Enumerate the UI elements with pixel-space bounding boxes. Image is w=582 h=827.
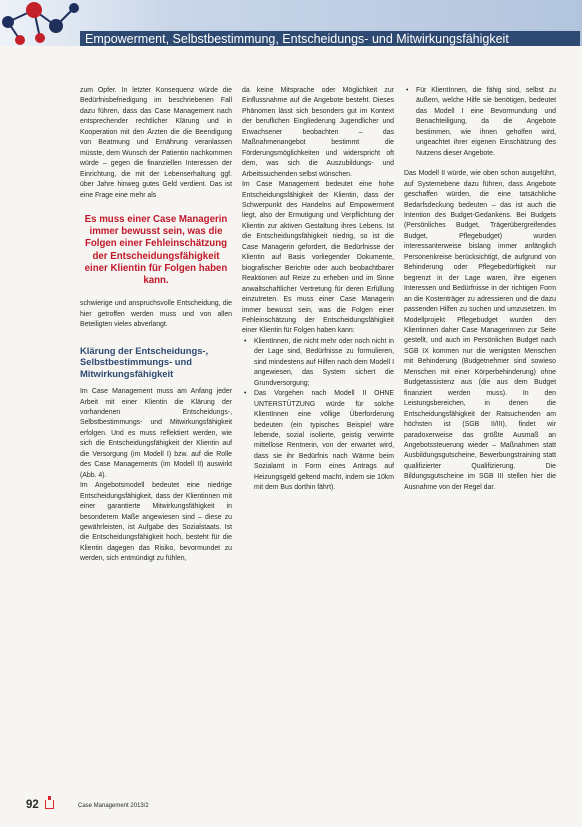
text-column-2 xyxy=(242,86,394,494)
section-heading: Klärung der Entscheidungs-, Selbstbestimmungs- und Mitwirkungsfähigkeit xyxy=(80,344,209,379)
paragraph: Im Case Management bedeutet eine hohe Entscheidungsfähigkeit der Klientin, dass der Schwerpunkt des Handelns auf Empowerment liegt, also der Ermutigung und Verpflichtung der Klientin zur aktiven Gestaltung ihres Lebens. Ist die Entscheidungsfähigkeit niedrig, so ist die Case Managerin gefordert, die Bedürfnisse der Klientin auf Basis vorliegender Dokumente, biografischer Berichte oder auch beobachtbarer Reaktionen auf Reize zu erheben und im Sinne anwaltschaftlicher Vertretung für deren Erfüllung einzutreten. Es muss einer Case Managerin immer bewusst sein, was die Folgen einer Fehleinschätzung der Entscheidungsfähigkeit einer Klientin für Folgen haben kann: xyxy=(242,181,394,335)
text-column-3 xyxy=(404,86,556,493)
list-item: • Für KlientInnen, die fähig sind, selbst zu äußern, welche Hilfe sie benötigen, bedeutet das Modell I eine Bevormundung und Benachteiligung, da die Angebote bestimmen, wie ihnen geholfen wird, ungeachtet ihrer eigenen Einschätzung des Nutzens dieser Angebote. xyxy=(416,86,556,159)
journal-name: Case Management 2013/2 xyxy=(78,803,149,809)
list-item: • KlientInnen, die nicht mehr oder noch nicht in der Lage sind, Bedürfnisse zu formulieren, sind mindestens auf Hilfen nach dem Modell I angewiesen, das System sichert die Grundversorgung; xyxy=(254,337,394,389)
text-column-1 xyxy=(80,86,232,565)
bullet-list xyxy=(242,337,394,494)
page-title: Empowerment, Selbstbestimmung, Entscheidungs- und Mitwirkungsfähigkeit xyxy=(80,31,580,46)
paragraph: schwierige und anspruchsvolle Entscheidung, die hier getroffen werden muss und von allen Beteiligten vieles abverlangt. xyxy=(80,300,232,329)
paragraph: Im Angebotsmodell bedeutet eine niedrige Entscheidungsfähigkeit, dass der Klientinnen mit einer garantierte Mitwirkungsfähigkeit in besonderem Maße angewiesen sind – diese zu gewährleisten, ist Aufgabe des Sozialstaats. Ist die Entscheidungsfähigkeit hoch, besteht für die Klientin dagegen das Risiko, bevormundet zu werden, sich entmündigt zu fühlen, xyxy=(80,482,232,563)
molecule-graphic xyxy=(0,0,80,46)
paragraph: Das Modell II würde, wie oben schon ausgeführt, auf Systemebene dazu führen, dass Angebote geschaffen würden, die eine tatsächliche Bedarfsdeckung bedeuten – das ist auch die Intention des Budget-Gedankens. Bei Budgets (Persönliches Budget, Trägerübergreifendes Budget, Pflegebudget) wurden interessanterweise bislang immer anfänglich Personenkreise berücksichtigt, die aufgrund von Behinderung oder Pflegebedürftigkeit nur begrenzt in der Lage waren, ihre eigenen Interessen und Bedürfnisse in der richtigen Form an die Kostenträger zu adressieren und die dazu passenden Hilfen zu suchen und umzusetzen. Im Modellprojekt Pflegebudget wurden den Klientinnen daher Case Managerinnen zur Seite gestellt, und auch im Persönlichen Budget nach SGB IX kommen nur die wenigsten Menschen mit Behinderung (Budgetnehmer sind sowieso Menschen mit einer Körperbehinderung) ohne Budgetassistenz aus (die aus dem Budget finanziert werden muss). In den Leistungsbereichen, in denen die Entscheidungsfähigkeit der Ratsuchenden am höchsten ist (SGB II/III), findet wir paradoxerweise das größte Ausmaß an Angebotssteuerung wieder – Maßnahmen statt Ausbildungsgutscheine, Bewerbungstraining statt qualifizierter Qualifizierung. Die Bildungsgutscheine im SGB III stellen hier die Ausnahme von der Regel dar. xyxy=(404,170,556,491)
paragraph: zum Opfer. In letzter Konsequenz würde die Bedürfnisbefriedigung im beschriebenen Fall dazu führen, dass das Case Management nach entsprechender rechtlicher Klärung und in Kooperation mit den Ärzten die die Beendigung von Beatmung und Ernährung veranlassen müsste, dem Wunsch der Patientin nachkommen würde – gegen die finanziellen Interessen der Einrichtung, die mit der Lebenserhaltung ggf. über Jahre hinweg gutes Geld verdient. Das ist eine Frage eine mehr als xyxy=(80,87,232,199)
paragraph: Im Case Management muss am Anfang jeder Arbeit mit einer Klientin die Klärung der vorhandenen Entscheidungs-, Selbstbestimmungs- und Mitwirkungsfähigkeit erfolgen. Und es muss reflektiert werden, wie sich die Entscheidungsfähigkeit der Klientin auf die Versorgung (im Modell I) bzw. auf die Rolle des Case Managements (im Modell II) auswirkt (Abb. 4). xyxy=(80,388,232,479)
bullet-list xyxy=(404,86,556,159)
journal-logo-icon xyxy=(45,800,54,809)
paragraph: da keine Mitsprache oder Möglichkeit zur Einflussnahme auf die Angebote besteht. Dieses Phänomen lässt sich besonders gut im Kontext der beruflichen Eingliederung Jugendlicher und Erwachsener beobachten – das Maßnahmenangebot bestimmt die Förderungsmöglichkeiten und widerspricht oft dem, was sich die Auszubildungs- und Arbeitssuchenden selbst wünschen. xyxy=(242,87,394,178)
pull-quote: Es muss einer Case Managerin immer bewusst sein, was die Folgen einer Fehleinschätzung der Entscheidungsfähigkeit einer Klientin für Folgen haben kann. xyxy=(84,213,228,286)
header-band xyxy=(0,0,582,46)
list-item: • Das Vorgehen nach Modell II OHNE UNTERSTÜTZUNG würde für solche KlientInnen eine völlige Überforderung bedeuten (ein typisches Beispiel wäre lebende, sozial isolierte, geistig verwirrte mittellose Rentnerin, von der erwartet wird, dass sie ihr Bedürfnis nach Wärme beim Sozialamt in Form eines Antrags auf Heizungsgeld geltend macht, indem sie 10km mit dem Bus dorthin fährt). xyxy=(254,389,394,494)
page-number: 92 xyxy=(26,799,39,811)
